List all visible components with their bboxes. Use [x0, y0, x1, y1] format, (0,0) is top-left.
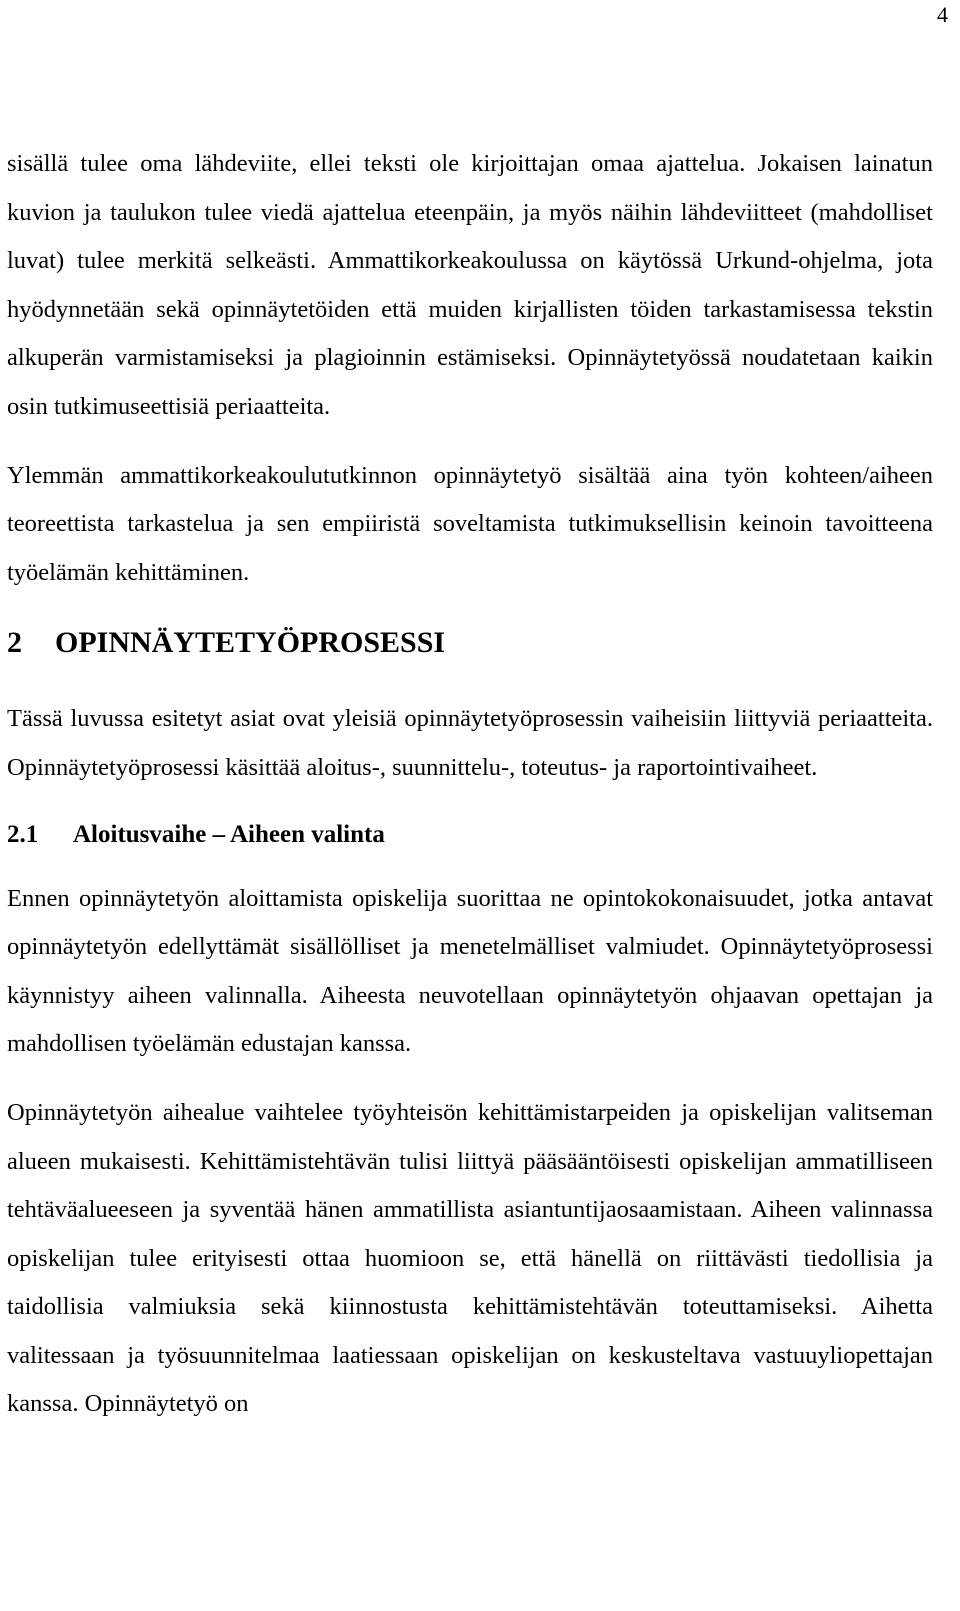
page-number: 4 — [937, 2, 948, 27]
section-number: 2 — [7, 626, 22, 660]
paragraph-topic-area: Opinnäytetyön aihealue vaihtelee työyhteisön kehittämistarpeiden ja opiskelijan valitseman alueen mukaisesti. Kehittämistehtävän tulisi liittyä pääsääntöisesti opiskelijan ammatilliseen tehtäväalueeseen ja syventää hänen ammatillista asiantuntijaosaamistaan. Aiheen valinnassa opiskelijan tulee erityisesti ottaa huomioon se, että hänellä on riittävästi tiedollisia ja taidollisia valmiuksia sekä kiinnostusta kehittämistehtävän toteuttamiseksi. Aihetta valitessaan ja työsuunnitelmaa laatiessaan opiskelijan on keskusteltava vastuuyliopettajan kanssa. Opinnäytetyö on — [7, 1098, 933, 1418]
section-heading-thesis-process — [7, 623, 933, 663]
subsection-heading-topic-selection — [7, 813, 933, 857]
subsection-number: 2.1 — [7, 820, 39, 848]
subsection-title: Aloitusvaihe – Aiheen valinta — [73, 820, 385, 848]
paragraph-masters-thesis: Ylemmän ammattikorkeakoulututkinnon opinnäytetyö sisältää aina työn kohteen/aiheen teoreettista tarkastelua ja sen empiiristä soveltamista tutkimuksellisin keinoin tavoitteena työelämän kehittäminen. — [7, 461, 933, 586]
document-body — [7, 140, 933, 1429]
section-title: OPINNÄYTETYÖPROSESSI — [55, 626, 446, 660]
paragraph-ethics: sisällä tulee oma lähdeviite, ellei teksti ole kirjoittajan omaa ajattelua. Jokaisen lainatun kuvion ja taulukon tulee viedä ajattelua eteenpäin, ja myös näihin lähdeviitteet (mahdolliset luvat) tulee merkitä selkeästi. Ammattikorkeakoulussa on käytössä Urkund-ohjelma, jota hyödynnetään sekä opinnäytetöiden että muiden kirjallisten töiden tarkastamisessa tekstin alkuperän varmistamiseksi ja plagioinnin estämiseksi. Opinnäytetyössä noudatetaan kaikin osin tutkimuseettisiä periaatteita. — [7, 150, 933, 420]
paragraph-before-start: Ennen opinnäytetyön aloittamista opiskelija suorittaa ne opintokokonaisuudet, jotka antavat opinnäytetyön edellyttämät sisällölliset ja menetelmälliset valmiudet. Opinnäytetyöprosessi käynnistyy aiheen valinnalla. Aiheesta neuvotellaan opinnäytetyön ohjaavan opettajan ja mahdollisen työelämän edustajan kanssa. — [7, 884, 933, 1058]
paragraph-process-overview: Tässä luvussa esitetyt asiat ovat yleisiä opinnäytetyöprosessin vaiheisiin liittyviä periaatteita. Opinnäytetyöprosessi käsittää aloitus-, suunnittelu-, toteutus- ja raportointivaiheet. — [7, 705, 933, 781]
